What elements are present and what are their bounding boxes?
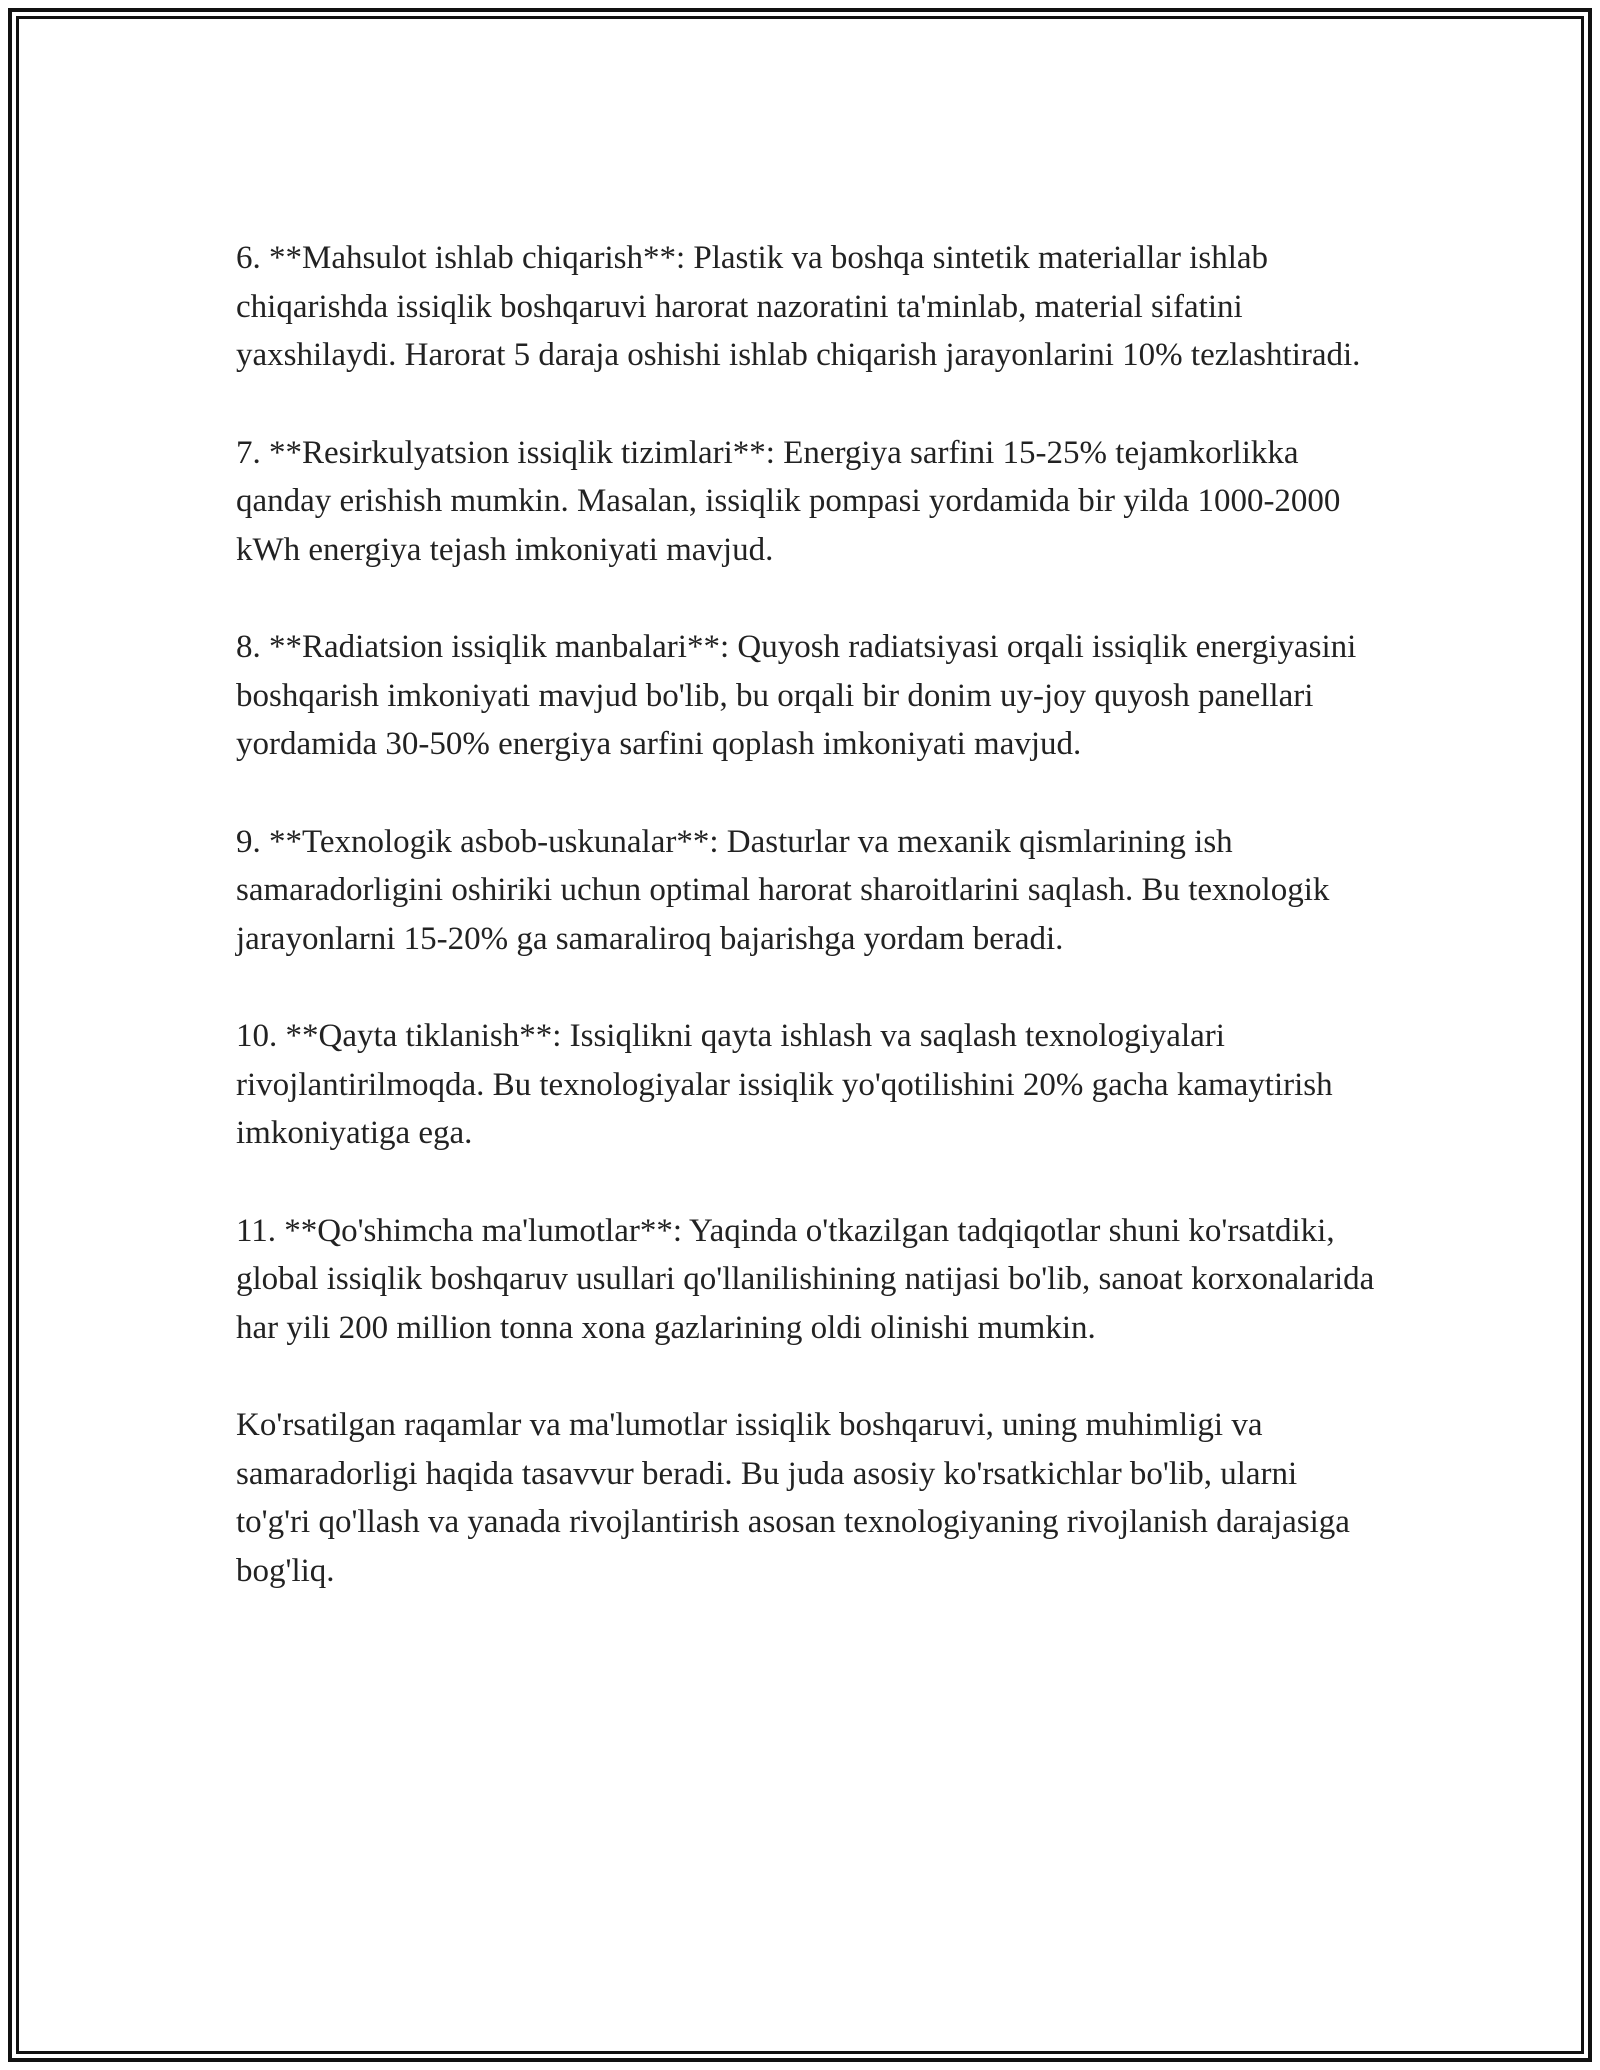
paragraph-item-6: 6. **Mahsulot ishlab chiqarish**: Plastik va boshqa sintetik materiallar ishlab chiqarishda issiqlik boshqaruvi harorat nazoratini ta'minlab, material sifatini yaxshilaydi. Harorat 5 daraja oshishi ishlab chiqarish jarayonlarini 10% tezlashtiradi.: [236, 240, 1361, 373]
paragraph-item-8: 8. **Radiatsion issiqlik manbalari**: Quyosh radiatsiyasi orqali issiqlik energiyasini boshqarish imkoniyati mavjud bo'lib, bu orqali bir donim uy-joy quyosh panellari yordamida 30-50% energiya sarfini qoplash imkoniyati mavjud.: [236, 629, 1357, 762]
closing-paragraph: Ko'rsatilgan raqamlar va ma'lumotlar issiqlik boshqaruvi, uning muhimligi va samaradorligi haqida tasavvur beradi. Bu juda asosiy ko'rsatkichlar bo'lib, ularni to'g'ri qo'llash va yanada rivojlantirish asosan texnologiyaning rivojlanish darajasiga bog'liq.: [236, 1407, 1350, 1589]
paragraph-item-7: 7. **Resirkulyatsion issiqlik tizimlari**: Energiya sarfini 15-25% tejamkorlikka qanday erishish mumkin. Masalan, issiqlik pompasi yordamida bir yilda 1000-2000 kWh energiya tejash imkoniyati mavjud.: [236, 434, 1341, 568]
document-body: [236, 234, 1376, 1644]
paragraph-item-11: 11. **Qo'shimcha ma'lumotlar**: Yaqinda o'tkazilgan tadqiqotlar shuni ko'rsatdiki, global issiqlik boshqaruv usullari qo'llanilishining natijasi bo'lib, sanoat korxonalarida har yili 200 million tonna xona gazlarining oldi olinishi mumkin.: [236, 1212, 1375, 1346]
paragraph-item-10: 10. **Qayta tiklanish**: Issiqlikni qayta ishlash va saqlash texnologiyalari rivojlantirilmoqda. Bu texnologiyalar issiqlik yo'qotilishini 20% gacha kamaytirish imkoniyatiga ega.: [236, 1018, 1333, 1151]
paragraph-item-9: 9. **Texnologik asbob-uskunalar**: Dasturlar va mexanik qismlarining ish samaradorligini oshiriki uchun optimal harorat sharoitlarini saqlash. Bu texnologik jarayonlarni 15-20% ga samaraliroq bajarishga yordam beradi.: [236, 823, 1330, 957]
